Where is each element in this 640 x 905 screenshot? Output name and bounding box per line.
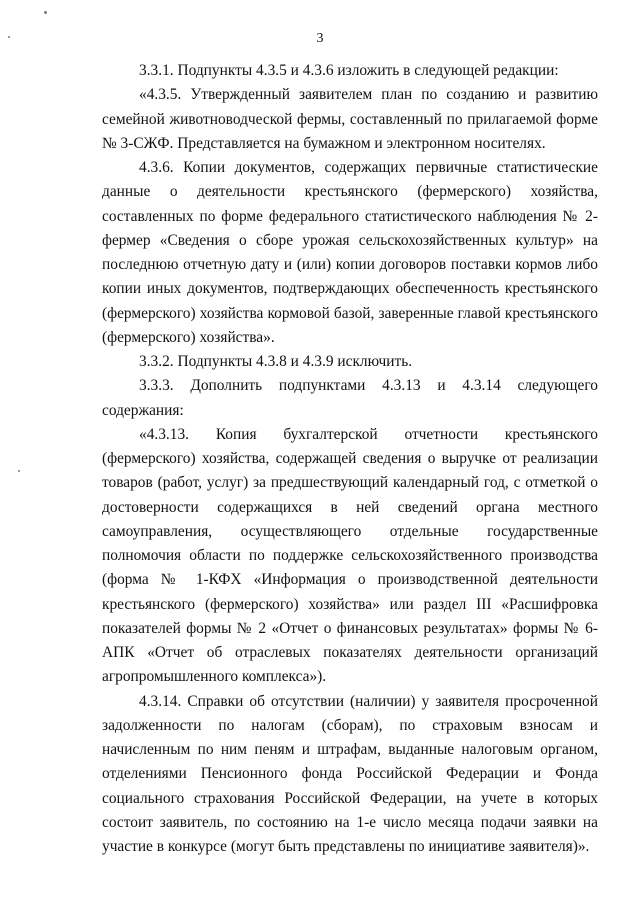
document-body [102, 59, 598, 859]
paragraph-4-3-6: 4.3.6. Копии документов, содержащих первичные статистические данные о деятельности крестьянского (фермерского) хозяйства, составленных по форме федерального статистического наблюдения № 2-фермер «Сведения о сборе урожая сельскохозяйственных культур» на последнюю отчетную дату и (или) копии договоров поставки кормов либо копии иных документов, подтверждающих обеспеченность крестьянского (фермерского) хозяйства кормовой базой, заверенные главой крестьянского (фермерского) хозяйства». [102, 159, 598, 346]
scan-speck [44, 11, 47, 14]
scan-speck [18, 470, 20, 472]
paragraph-3-3-2: 3.3.2. Подпункты 4.3.8 и 4.3.9 исключить. [139, 353, 413, 370]
paragraph-3-3-3: 3.3.3. Дополнить подпунктами 4.3.13 и 4.3.14 следующего содержания: [102, 377, 598, 419]
paragraph-4-3-14: 4.3.14. Справки об отсутствии (наличии) у заявителя просроченной задолженности по налогам (сборам), по страховым взносам и начисленным по ним пеням и штрафам, выданные налоговым органом, отделениями Пенсионного фонда Российской Федерации и Фонда социального страхования Российской Федерации, на учете в которых состоит заявитель, по состоянию на 1-е число месяца подачи заявки на участие в конкурсе (могут быть представлены по инициативе заявителя)». [102, 692, 598, 855]
paragraph-4-3-5: «4.3.5. Утвержденный заявителем план по созданию и развитию семейной животноводческой фермы, составленный по прилагаемой форме № 3-СЖФ. Представляется на бумажном и электронном носителях. [102, 86, 598, 152]
paragraph-3-3-1: 3.3.1. Подпункты 4.3.5 и 4.3.6 изложить в следующей редакции: [139, 62, 559, 79]
paragraph-4-3-13: «4.3.13. Копия бухгалтерской отчетности крестьянского (фермерского) хозяйства, содержащей сведения о выручке от реализации товаров (работ, услуг) за предшествующий календарный год, с отметкой о достоверности содержащихся в ней сведений органа местного самоуправления, осуществляющего отдельные государственные полномочия области по поддержке сельскохозяйственного производства (форма № 1-КФХ «Информация о производственной деятельности крестьянского (фермерского) хозяйства» или раздел III «Расшифровка показателей формы № 2 «Отчет о финансовых результатах» формы № 6-АПК «Отчет об отраслевых показателях деятельности организаций агропромышленного комплекса»). [102, 425, 598, 686]
page-number: 3 [316, 31, 324, 46]
